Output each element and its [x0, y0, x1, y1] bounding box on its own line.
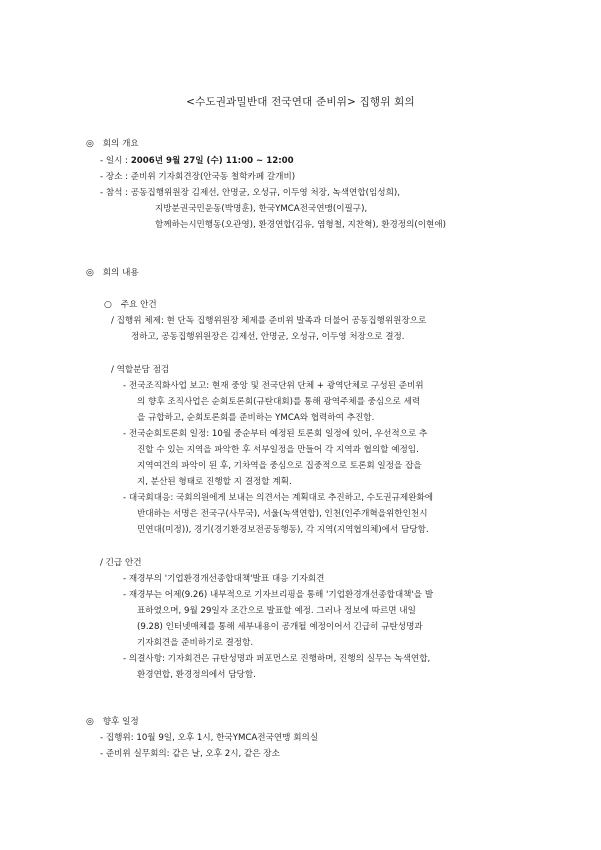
overview-attendees-line-2: 지방분권국민운동(박명훈), 한국YMCA전국연맹(이필구), [155, 204, 368, 214]
urgent-item-3-line-1: - 의결사항: 기자회견은 규탄성명과 퍼포먼스로 진행하며, 진행의 실무는 녹색연합, [123, 654, 431, 664]
urgent-item-2-line-2: 표하였으며, 9월 29일자 조간으로 발표할 예정. 그러나 정보에 따르면 내일 [137, 606, 416, 616]
agenda-item-2b-line-1: - 전국순회토론회 일정: 10월 중순부터 예정된 토론회 일정에 있어, 우선적으로 추 [123, 429, 428, 439]
overview-place: - 장소 : 준비위 기자회견장(안국동 철학카페 갈개비) [100, 172, 296, 182]
urgent-item-1: - 재경부의 '기업환경개선종합대책'발표 대응 기자회견 [123, 574, 325, 584]
double-circle-icon: ◎ [86, 717, 94, 727]
urgent-item-2-line-1: - 재경부는 어제(9.26) 내부적으로 기자브리핑을 통해 '기업환경개선종합대책'을 발 [123, 590, 434, 600]
urgent-item-3-line-2: 환경연합, 환경정의에서 담당함. [137, 670, 256, 680]
agenda-item-2c-line-2: 반대하는 서명은 전국구(사무국), 서울(녹색연합), 인천(인주개혁을위한인천시 [137, 509, 428, 519]
agenda-item-2c-line-1: - 대국회대응: 국회의원에게 보내는 의견서는 계획대로 추진하고, 수도권규제완화에 [123, 493, 434, 503]
agenda-item-2a-line-1: - 전국조직화사업 보고: 현재 중앙 및 전국단위 단체 + 광역단체로 구성된 준비위 [123, 381, 424, 391]
agenda-item-2b-line-2: 진할 수 있는 지역을 파악한 후 서부일정을 만들어 각 지역과 협의할 예정임. [137, 445, 419, 455]
agenda-item-2a-line-2: 의 향후 조직사업은 순회토론회(규탄대회)를 통해 광역주체를 중심으로 세력 [137, 397, 421, 407]
agenda-item-2-heading: / 역할분담 점검 [111, 365, 170, 375]
urgent-item-2-line-3: (9.28) 인터넷매체를 통해 세부내용이 공개될 예정이어서 긴급히 규탄성명과 [137, 622, 423, 632]
schedule-item-1: - 집행위: 10월 9일, 오후 1시, 한국YMCA전국연맹 회의실 [100, 733, 319, 743]
double-circle-icon: ◎ [86, 139, 94, 149]
agenda-heading: ○ 주요 안건 [104, 300, 157, 310]
overview-heading: ◎ 회의 개요 [86, 139, 139, 149]
overview-attendees-line-1: - 참석 : 공동집행위원장 김제선, 안명균, 오성규, 이두영 처장, 녹색연합(임성희), [100, 188, 400, 198]
circle-icon: ○ [104, 300, 112, 310]
schedule-item-2: - 준비위 실무회의: 같은 날, 오후 2시, 같은 장소 [100, 749, 280, 759]
schedule-heading: ◎ 향후 일정 [86, 717, 139, 727]
agenda-item-1-line-2: 정하고, 공동집행위원장은 김제선, 안명균, 오성규, 이두영 처장으로 결정. [131, 332, 405, 342]
urgent-item-2-line-4: 기자회견을 준비하기로 결정함. [137, 638, 254, 648]
agenda-item-2b-line-4: 지, 분산된 형태로 진행할 지 결정할 계획. [137, 477, 292, 487]
document-title: <수도권과밀반대 전국연대 준비위> 집행위 회의 [186, 96, 415, 108]
overview-date-value: 2006년 9월 27일 (수) 11:00 ~ 12:00 [130, 156, 294, 166]
content-heading: ◎ 회의 내용 [86, 268, 139, 278]
overview-date: - 일시 : 2006년 9월 27일 (수) 11:00 ~ 12:00 [100, 156, 294, 166]
urgent-heading: / 긴급 안건 [100, 558, 142, 568]
overview-attendees-line-3: 함께하는시민행동(오관영), 환경연합(김유, 염형철, 지찬혁), 환경정의(이현애) [155, 220, 447, 230]
agenda-item-2c-line-3: 민연대(미정)), 경기(경기환경보전공동행동), 각 지역(지역협의체)에서 담당함. [137, 525, 429, 535]
agenda-item-1-line-1: / 집행위 체제: 현 단독 집행위원장 체제를 준비위 발족과 더불어 공동집행위원장으로 [111, 316, 427, 326]
double-circle-icon: ◎ [86, 268, 94, 278]
agenda-item-2a-line-3: 을 규합하고, 순회토론회를 준비하는 YMCA와 협력하여 추진함. [137, 413, 375, 423]
agenda-item-2b-line-3: 지역여건의 파악이 된 후, 기차역을 중심으로 집중적으로 토론회 일정을 잡을 [137, 461, 422, 471]
